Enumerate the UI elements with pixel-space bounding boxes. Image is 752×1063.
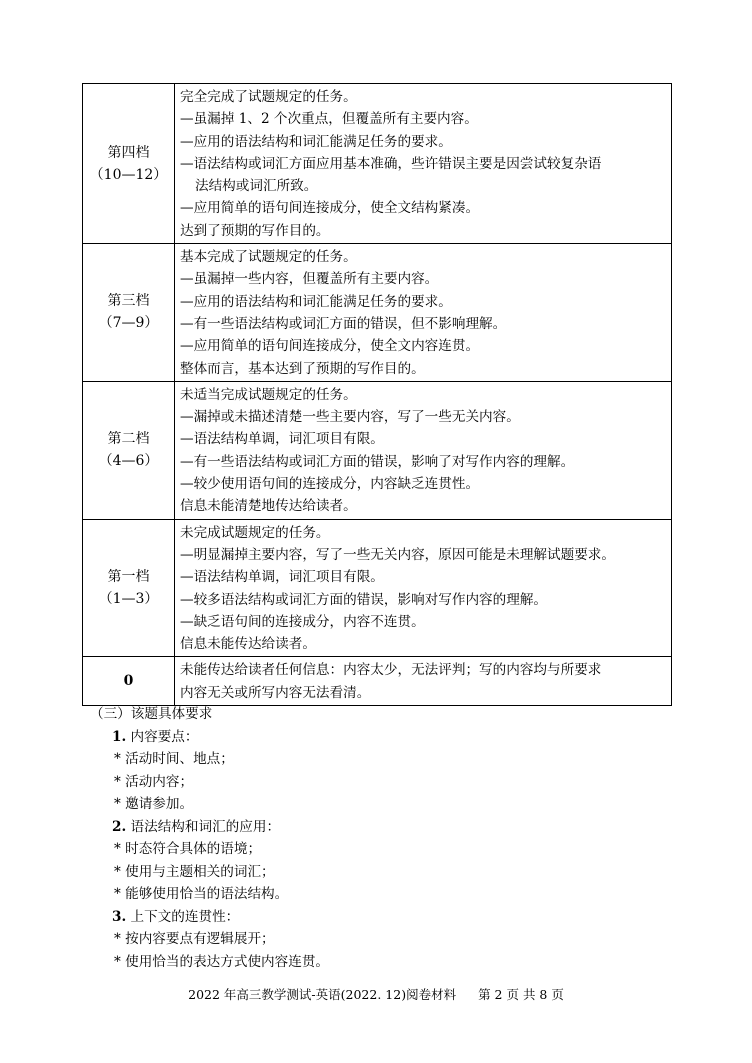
requirement-group-title: [90, 726, 690, 749]
grade-label: 第一档: [107, 569, 150, 586]
description-line: 未完成试题规定的任务。: [180, 524, 330, 541]
description-line: —缺乏语句间的连接成分，内容不连贯。: [180, 613, 425, 630]
description-line: —有一些语法结构或词汇方面的错误，但不影响理解。: [180, 315, 507, 332]
description-line: —漏掉或未描述清楚一些主要内容，写了一些无关内容。: [180, 409, 520, 426]
requirement-item: * 使用恰当的表达方式使内容连贯。: [114, 953, 330, 970]
grade-cell: [83, 657, 175, 706]
description-line: 内容无关或所写内容无法看清。: [180, 684, 371, 701]
description-line: —语法结构或词汇方面应用基本准确，些许错误主要是因尝试较复杂语: [180, 155, 602, 172]
page-number: 第 2 页 共 8 页: [478, 987, 564, 1002]
description-line: —明显漏掉主要内容，写了一些无关内容，原因可能是未理解试题要求。: [180, 546, 615, 563]
score-range: （7—9）: [98, 315, 159, 332]
group-number: 1.: [112, 728, 127, 745]
description-line: —语法结构单调，词汇项目有限。: [180, 431, 384, 448]
description-line: 完全完成了试题规定的任务。: [180, 89, 357, 105]
score-range: （10—12）: [89, 166, 168, 183]
description-line: —虽漏掉 1、2 个次重点，但覆盖所有主要内容。: [180, 111, 478, 128]
requirements-section: [90, 703, 690, 973]
grade-cell: [83, 84, 175, 244]
grade-cell: [83, 244, 175, 382]
description-line: 信息未能传达给读者。: [180, 636, 316, 653]
description-line: 整体而言，基本达到了预期的写作目的。: [180, 360, 425, 377]
rubric-row: [83, 244, 672, 382]
requirement-group-title: [90, 816, 690, 839]
group-title: 内容要点：: [130, 728, 199, 745]
description-line: —语法结构单调，词汇项目有限。: [180, 569, 384, 586]
description-line: —较多语法结构或词汇方面的错误，影响对写作内容的理解。: [180, 591, 548, 608]
requirement-item: * 按内容要点有逻辑展开；: [114, 931, 275, 947]
page-footer: [0, 985, 752, 1003]
section-heading: （三）该题具体要求: [90, 706, 213, 722]
requirement-item: * 活动时间、地点；: [114, 751, 234, 767]
description-cell: [175, 519, 672, 657]
description-cell: [175, 84, 672, 244]
description-line: —应用简单的语句间连接成分，使全文结构紧凑。: [180, 200, 480, 217]
description-line: 法结构或词汇所致。: [195, 178, 318, 195]
description-line: 未能传达给读者任何信息：内容太少，无法评判；写的内容均与所要求: [180, 662, 602, 679]
rubric-row: [83, 519, 672, 657]
group-number: 3.: [112, 908, 127, 925]
score-range: （1—3）: [98, 591, 159, 608]
rubric-row-zero: [83, 657, 672, 706]
requirement-item: * 活动内容；: [114, 773, 194, 790]
group-title: 上下文的连贯性：: [130, 908, 240, 925]
requirement-group-title: [90, 906, 690, 929]
description-line: —应用的语法结构和词汇能满足任务的要求。: [180, 293, 452, 310]
description-cell: [175, 244, 672, 382]
requirement-item: * 使用与主题相关的词汇；: [114, 863, 275, 880]
rubric-row: [83, 84, 672, 244]
grading-rubric-table: [82, 83, 672, 706]
grade-label: 第四档: [107, 144, 150, 161]
description-line: —应用简单的语句间连接成分，使全文内容连贯。: [180, 338, 480, 355]
requirement-item: * 能够使用恰当的语法结构。: [114, 886, 289, 902]
description-line: —较少使用语句间的连接成分，内容缺乏连贯性。: [180, 476, 480, 493]
description-line: 达到了预期的写作目的。: [180, 222, 330, 239]
grade-label: 第二档: [107, 431, 150, 448]
grade-cell: [83, 519, 175, 657]
rubric-row: [83, 381, 672, 519]
group-title: 语法结构和词汇的应用：: [130, 818, 281, 835]
description-cell: [175, 657, 672, 706]
description-line: 未适当完成试题规定的任务。: [180, 386, 357, 403]
requirement-item: * 邀请参加。: [114, 796, 194, 812]
grade-label: 0: [123, 673, 134, 690]
description-line: 基本完成了试题规定的任务。: [180, 249, 357, 266]
description-line: 信息未能清楚地传达给读者。: [180, 498, 357, 515]
grade-cell: [83, 381, 175, 519]
description-line: —虽漏掉一些内容，但覆盖所有主要内容。: [180, 271, 439, 288]
footer-title: 2022 年高三教学测试-英语(2022. 12)阅卷材料: [188, 987, 457, 1002]
requirement-item: * 时态符合具体的语境；: [114, 841, 262, 857]
description-line: —有一些语法结构或词汇方面的错误，影响了对写作内容的理解。: [180, 453, 575, 470]
description-line: —应用的语法结构和词汇能满足任务的要求。: [180, 133, 452, 150]
description-cell: [175, 381, 672, 519]
score-range: （4—6）: [98, 453, 159, 470]
grade-label: 第三档: [107, 293, 150, 310]
group-number: 2.: [112, 818, 127, 835]
